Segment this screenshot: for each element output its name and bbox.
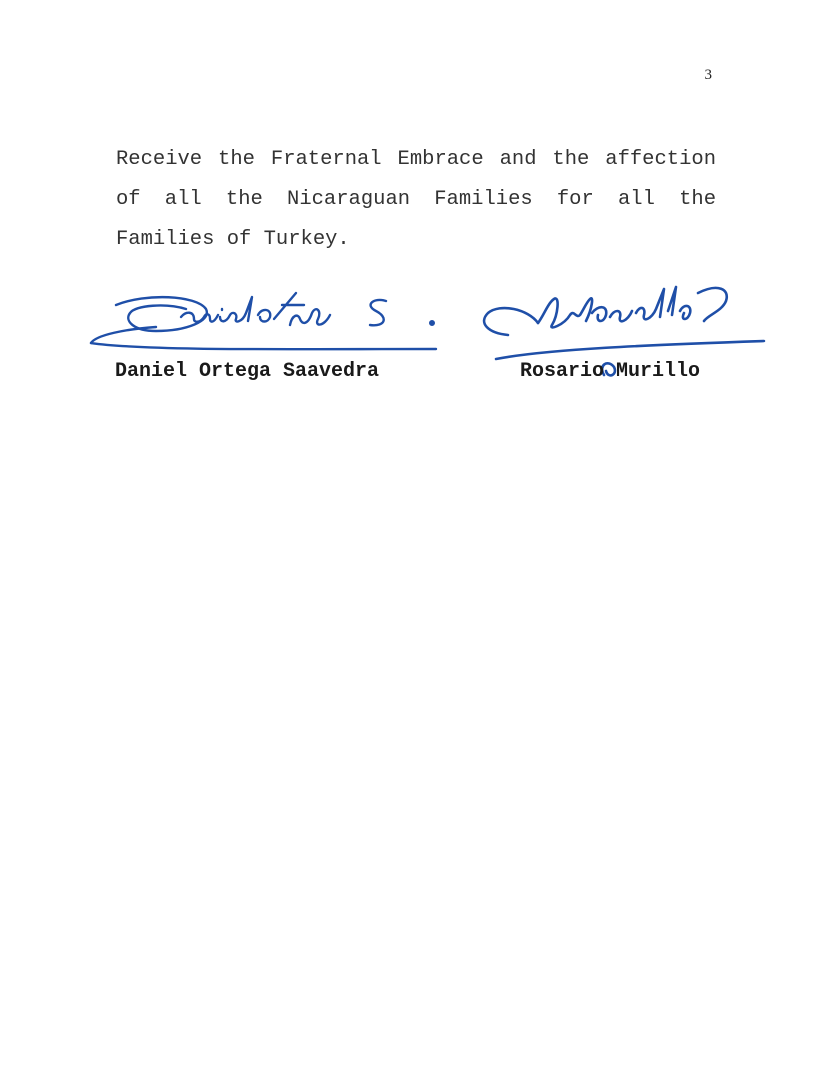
signatory-name-left: Daniel Ortega Saavedra	[115, 360, 380, 383]
page-number: 3	[704, 67, 712, 83]
signature-left-drawing	[86, 275, 446, 365]
closing-paragraph: Receive the Fraternal Embrace and the affection of all the Nicaraguan Families for all the Families of Turkey.	[116, 148, 716, 251]
signatory-name-right: Rosario Murillo	[520, 360, 701, 383]
